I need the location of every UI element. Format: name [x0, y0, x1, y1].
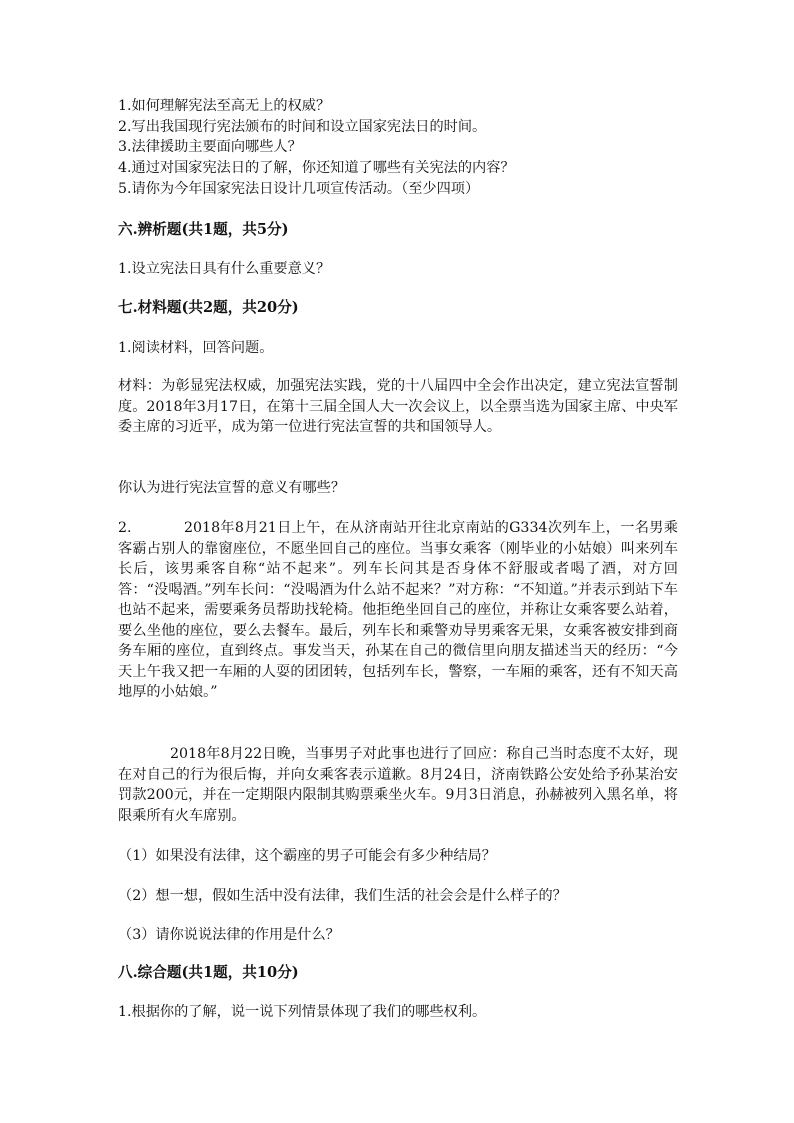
- question-4: 4.通过对国家宪法日的了解，你还知道了哪些有关宪法的内容？: [118, 160, 515, 176]
- question-1: 1.如何理解宪法至高无上的权威？: [118, 98, 331, 114]
- section-8-question-1: 1.根据你的了解，说一说下列情景体现了我们的哪些权利。: [118, 1004, 487, 1020]
- sub-question-3: （3）请你说说法律的作用是什么？: [118, 927, 340, 943]
- sub-question-1: （1）如果没有法律，这个霸座的男子可能会有多少种结局？: [118, 848, 496, 864]
- section-7-question-1-intro: 1.阅读材料，回答问题。: [118, 340, 274, 356]
- section-7-question-2-number: 2.: [118, 520, 132, 536]
- section-7-question-2-followup: 2018年8月22日晚，当事男子对此事也进行了回应：称自己当时态度不太好，现在对自己的行为很后悔，并向女乘客表示道歉。8月24日，济南铁路公安处给予孙某治安罚款200元，并在一定期限内限制其购票乘坐火车。9月3日消息，孙赫被列入黑名单，将限乘所有火车席别。: [118, 746, 678, 824]
- section-6-heading: 六.辨析题(共1题，共5分): [118, 221, 289, 238]
- section-7-material: 材料：为彰显宪法权威，加强宪法实践，党的十八届四中全会作出决定，建立宪法宣誓制度。2018年3月17日，在第十三届全国人大一次会议上，以全票当选为国家主席、中央军委主席的习近平，成为第一位进行宪法宣誓的共和国领导人。: [118, 378, 678, 435]
- question-2: 2.写出我国现行宪法颁布的时间和设立国家宪法日的时间。: [118, 119, 487, 135]
- section-6-question-1: 1.设立宪法日具有什么重要意义？: [118, 261, 331, 277]
- section-8-heading: 八.综合题(共1题，共10分): [118, 964, 299, 981]
- section-7-question-2-story: 2018年8月21日上午，在从济南站开往北京南站的G334次列车上，一名男乘客霸占别人的靠窗座位，不愿坐回自己的座位。当事女乘客（刚毕业的小姑娘）叫来列车长后，该男乘客自称“站不起来”。列车长问其是否身体不舒服或者喝了酒，对方回答：“没喝酒。”列车长问：“没喝酒为什么站不起来？”对方称：“不知道。”并表示到站下车也站不起来，需要乘务员帮助找轮椅。他拒绝坐回自己的座位，并称让女乘客要么站着，要么坐他的座位，要么去餐车。最后，列车长和乘警劝导男乘客无果，女乘客被安排到商务车厢的座位，直到终点。事发当天，孙某在自己的微信里向朋友描述当天的经历：“今天上午我又把一车厢的人耍的团团转，包括列车长，警察，一车厢的乘客，还有不知天高地厚的小姑娘。”: [118, 520, 678, 700]
- sub-question-2: （2）想一想，假如生活中没有法律，我们生活的社会会是什么样子的？: [118, 888, 567, 904]
- question-5: 5.请你为今年国家宪法日设计几项宣传活动。（至少四项）: [118, 181, 480, 197]
- section-7-heading: 七.材料题(共2题，共20分): [118, 299, 299, 316]
- question-3: 3.法律援助主要面向哪些人？: [118, 139, 302, 155]
- section-7-question-1-prompt: 你认为进行宪法宣誓的意义有哪些？: [118, 480, 346, 496]
